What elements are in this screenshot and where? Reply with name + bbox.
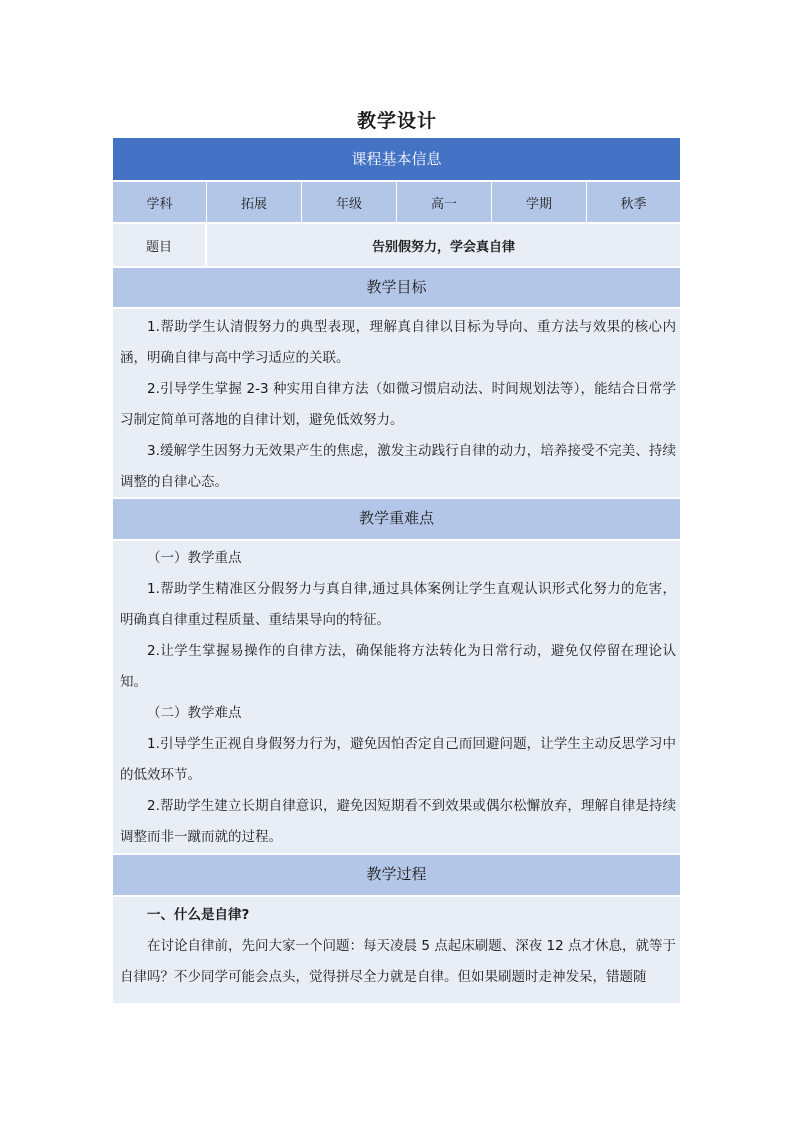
page-title: 教学设计	[356, 110, 437, 132]
term-value: 秋季	[620, 196, 647, 212]
key-points-body	[113, 541, 680, 853]
course-info-header: 课程基本信息	[113, 138, 680, 180]
objectives-header: 教学目标	[113, 268, 680, 307]
subject-label: 学科	[113, 182, 207, 222]
difficulty-title: （二）教学难点	[147, 705, 242, 721]
objective-item: 3.缓解学生因努力无效果产生的焦虑，激发主动践行自律的动力，培养接受不完美、持续调整的自律心态。	[120, 443, 676, 490]
topic-value: 告别假努力，学会真自律	[371, 239, 515, 255]
topic-label: 题目	[113, 224, 207, 266]
lesson-table	[113, 138, 680, 1003]
process-header: 教学过程	[113, 855, 680, 895]
course-info-row	[113, 182, 680, 222]
difficulty-item: 1.引导学生正视自身假努力行为，避免因怕否定自己而回避问题，让学生主动反思学习中的低效环节。	[120, 736, 676, 783]
focus-item: 2.让学生掌握易操作的自律方法，确保能将方法转化为日常行动，避免仅停留在理论认知。	[120, 643, 676, 690]
objective-item: 1.帮助学生认清假努力的典型表现，理解真自律以目标为导向、重方法与效果的核心内涵，明确自律与高中学习适应的关联。	[120, 319, 676, 366]
grade-value: 高一	[397, 182, 492, 222]
difficulty-item: 2.帮助学生建立长期自律意识，避免因短期看不到效果或偶尔松懈放弃，理解自律是持续调整而非一蹴而就的过程。	[120, 798, 676, 845]
subject-value: 拓展	[207, 182, 302, 222]
process-section-title: 一、什么是自律?	[147, 907, 250, 923]
objectives-body	[113, 309, 680, 497]
focus-item: 1.帮助学生精准区分假努力与真自律,通过具体案例让学生直观认识形式化努力的危害，明确真自律重过程质量、重结果导向的特征。	[120, 581, 676, 628]
objective-item: 2.引导学生掌握 2-3 种实用自律方法（如微习惯启动法、时间规划法等），能结合日常学习制定简单可落地的自律计划，避免低效努力。	[120, 381, 676, 428]
process-body	[113, 897, 680, 1003]
topic-row	[113, 224, 680, 266]
term-label: 学期	[492, 182, 587, 222]
process-paragraph: 在讨论自律前，先问大家一个问题：每天凌晨 5 点起床刷题、深夜 12 点才休息，就等于自律吗？不少同学可能会点头，觉得拼尽全力就是自律。但如果刷题时走神发呆，错题随	[120, 938, 676, 985]
focus-title: （一）教学重点	[147, 550, 242, 566]
grade-label: 年级	[302, 182, 397, 222]
key-points-header: 教学重难点	[113, 499, 680, 539]
